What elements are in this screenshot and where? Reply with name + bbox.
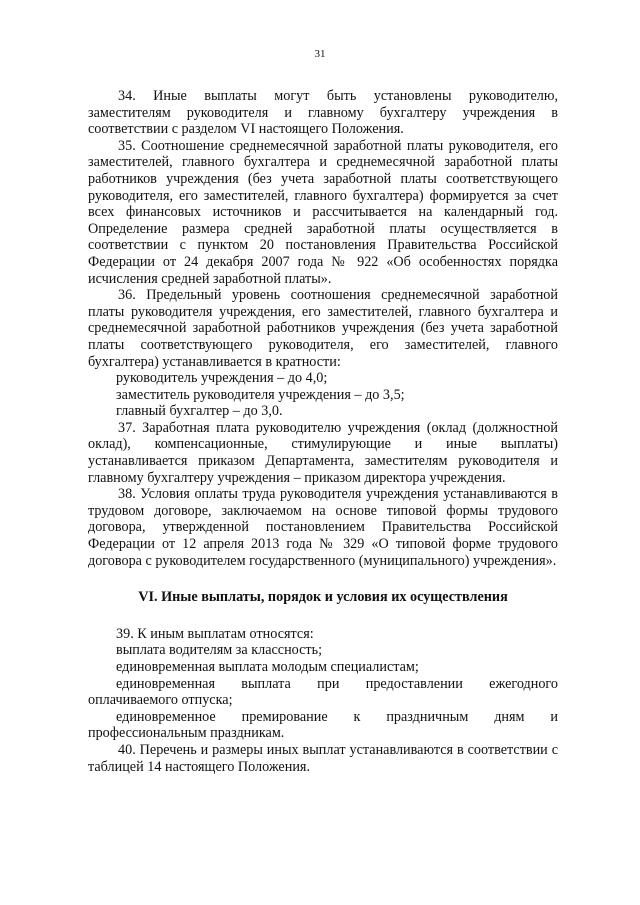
ratio-item-director: руководитель учреждения – до 4,0; [116, 370, 328, 387]
ratio-item-chief-accountant: главный бухгалтер – до 3,0. [116, 403, 283, 420]
payment-item-holidays: единовременное премирование к праздничным дням и профессиональным праздникам. [88, 708, 558, 742]
paragraph-40: 40. Перечень и размеры иных выплат устанавливаются в соответствии с таблицей 14 настоящего Положения. [88, 741, 558, 775]
paragraph-39-intro: 39. К иным выплатам относятся: [116, 625, 314, 642]
paragraph-36: 36. Предельный уровень соотношения среднемесячной заработной платы руководителя учреждения, его заместителей, главного бухгалтера и среднемесячной заработной работников учреждения (без учета заработной платы соответствующего руководителя, его заместителей, главного бухгалтера) устанавливается в кратности: [88, 287, 558, 370]
paragraph-37: 37. Заработная плата руководителю учреждения (оклад (должностной оклад), компенсационные, стимулирующие и иные выплаты) устанавливается приказом Департамента, заместителям руководителя и главному бухгалтеру учреждения – приказом директора учреждения. [88, 419, 558, 486]
paragraph-34: 34. Иные выплаты могут быть установлены руководителю, заместителям руководителя и главному бухгалтеру учреждения в соответствии с разделом VI настоящего Положения. [88, 88, 558, 138]
document-body [88, 88, 558, 775]
paragraph-35: 35. Соотношение среднемесячной заработной платы руководителя, его заместителей, главного бухгалтера и среднемесячной заработной платы работников учреждения (без учета заработной платы соответствующего руководителя, его заместителей, главного бухгалтера) формируется за счет всех финансовых источников и рассчитывается на календарный год. Определение размера средней заработной платы осуществляется в соответствии с пунктом 20 постановления Правительства Российской Федерации от 24 декабря 2007 года № 922 «Об особенностях порядка исчисления средней заработной платы». [88, 137, 558, 287]
ratio-item-deputy: заместитель руководителя учреждения – до 3,5; [116, 386, 405, 403]
section-heading: VI. Иные выплаты, порядок и условия их осуществления [138, 589, 508, 606]
payment-item-young-specialists: единовременная выплата молодым специалистам; [116, 659, 419, 675]
page-number: 31 [314, 48, 326, 60]
paragraph-38: 38. Условия оплаты труда руководителя учреждения устанавливаются в трудовом договоре, заключаемом на основе типовой формы трудового договора, утвержденной постановлением Правительства Российской Федерации от 12 апреля 2013 года № 329 «О типовой форме трудового договора с руководителем государственного (муниципального) учреждения». [88, 486, 558, 569]
payment-item-class: выплата водителям за классность; [116, 642, 323, 659]
payment-item-vacation: единовременная выплата при предоставлении ежегодного оплачиваемого отпуска; [88, 675, 558, 709]
